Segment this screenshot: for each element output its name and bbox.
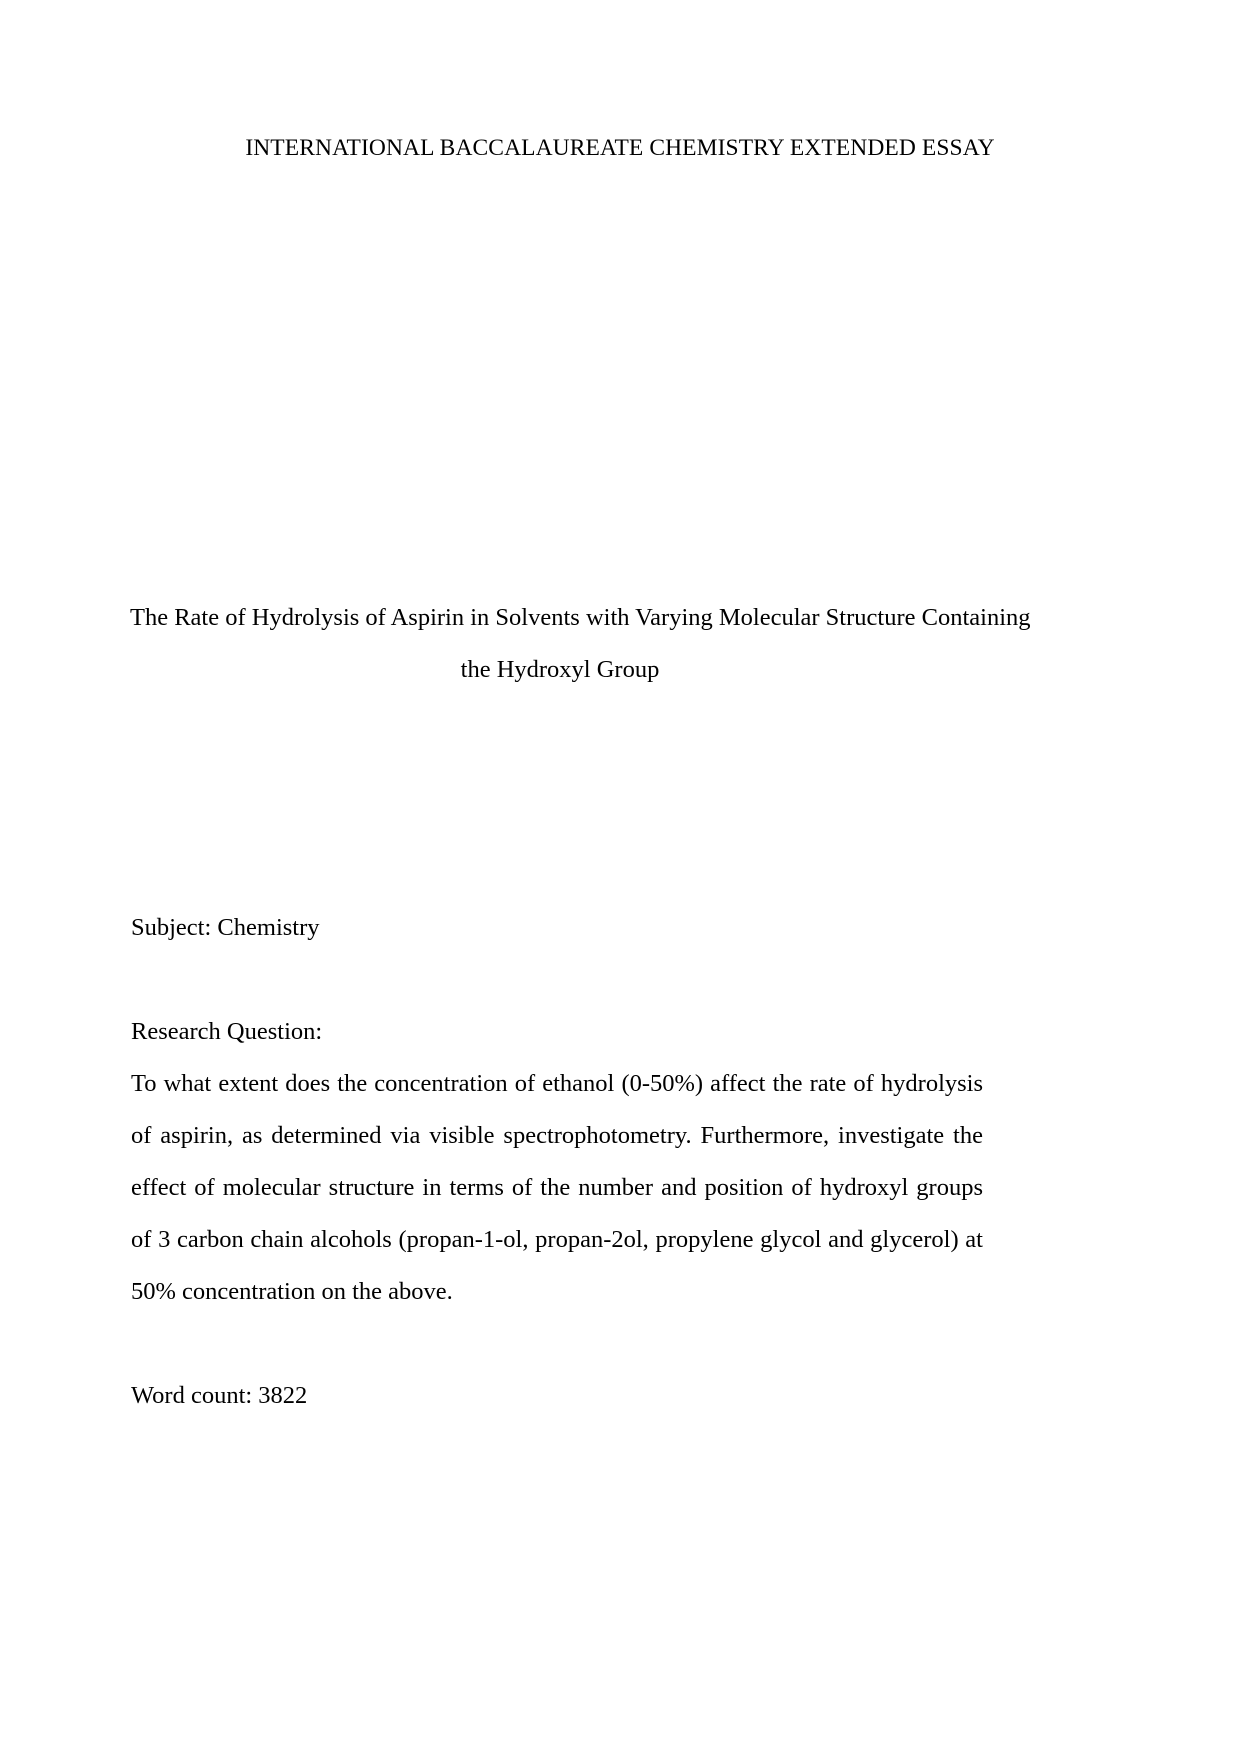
metadata-spacer-2 bbox=[131, 1318, 983, 1370]
running-header: INTERNATIONAL BACCALAUREATE CHEMISTRY EXTENDED ESSAY bbox=[245, 135, 995, 161]
research-question-body: To what extent does the concentration of ethanol (0-50%) affect the rate of hydrolysis of aspirin, as determined via visible spectrophotometry. Furthermore, investigate the effect of molecular structure in terms of the number and position of hydroxyl groups of 3 carbon chain alcohols (propan-1-ol, propan-2ol, propylene glycol and glycerol) at 50% concentration on the above. bbox=[131, 1070, 983, 1305]
essay-title bbox=[130, 592, 1031, 696]
essay-title-line-1: The Rate of Hydrolysis of Aspirin in Solvents with Varying Molecular Structure Containing bbox=[130, 604, 1031, 631]
metadata-spacer-1 bbox=[131, 954, 983, 1006]
essay-title-line-2: the Hydroxyl Group bbox=[460, 656, 660, 683]
title-page-metadata bbox=[131, 902, 983, 1422]
research-question-label: Research Question: bbox=[131, 1018, 323, 1045]
word-count-line: Word count: 3822 bbox=[131, 1382, 308, 1409]
subject-line: Subject: Chemistry bbox=[131, 914, 320, 941]
